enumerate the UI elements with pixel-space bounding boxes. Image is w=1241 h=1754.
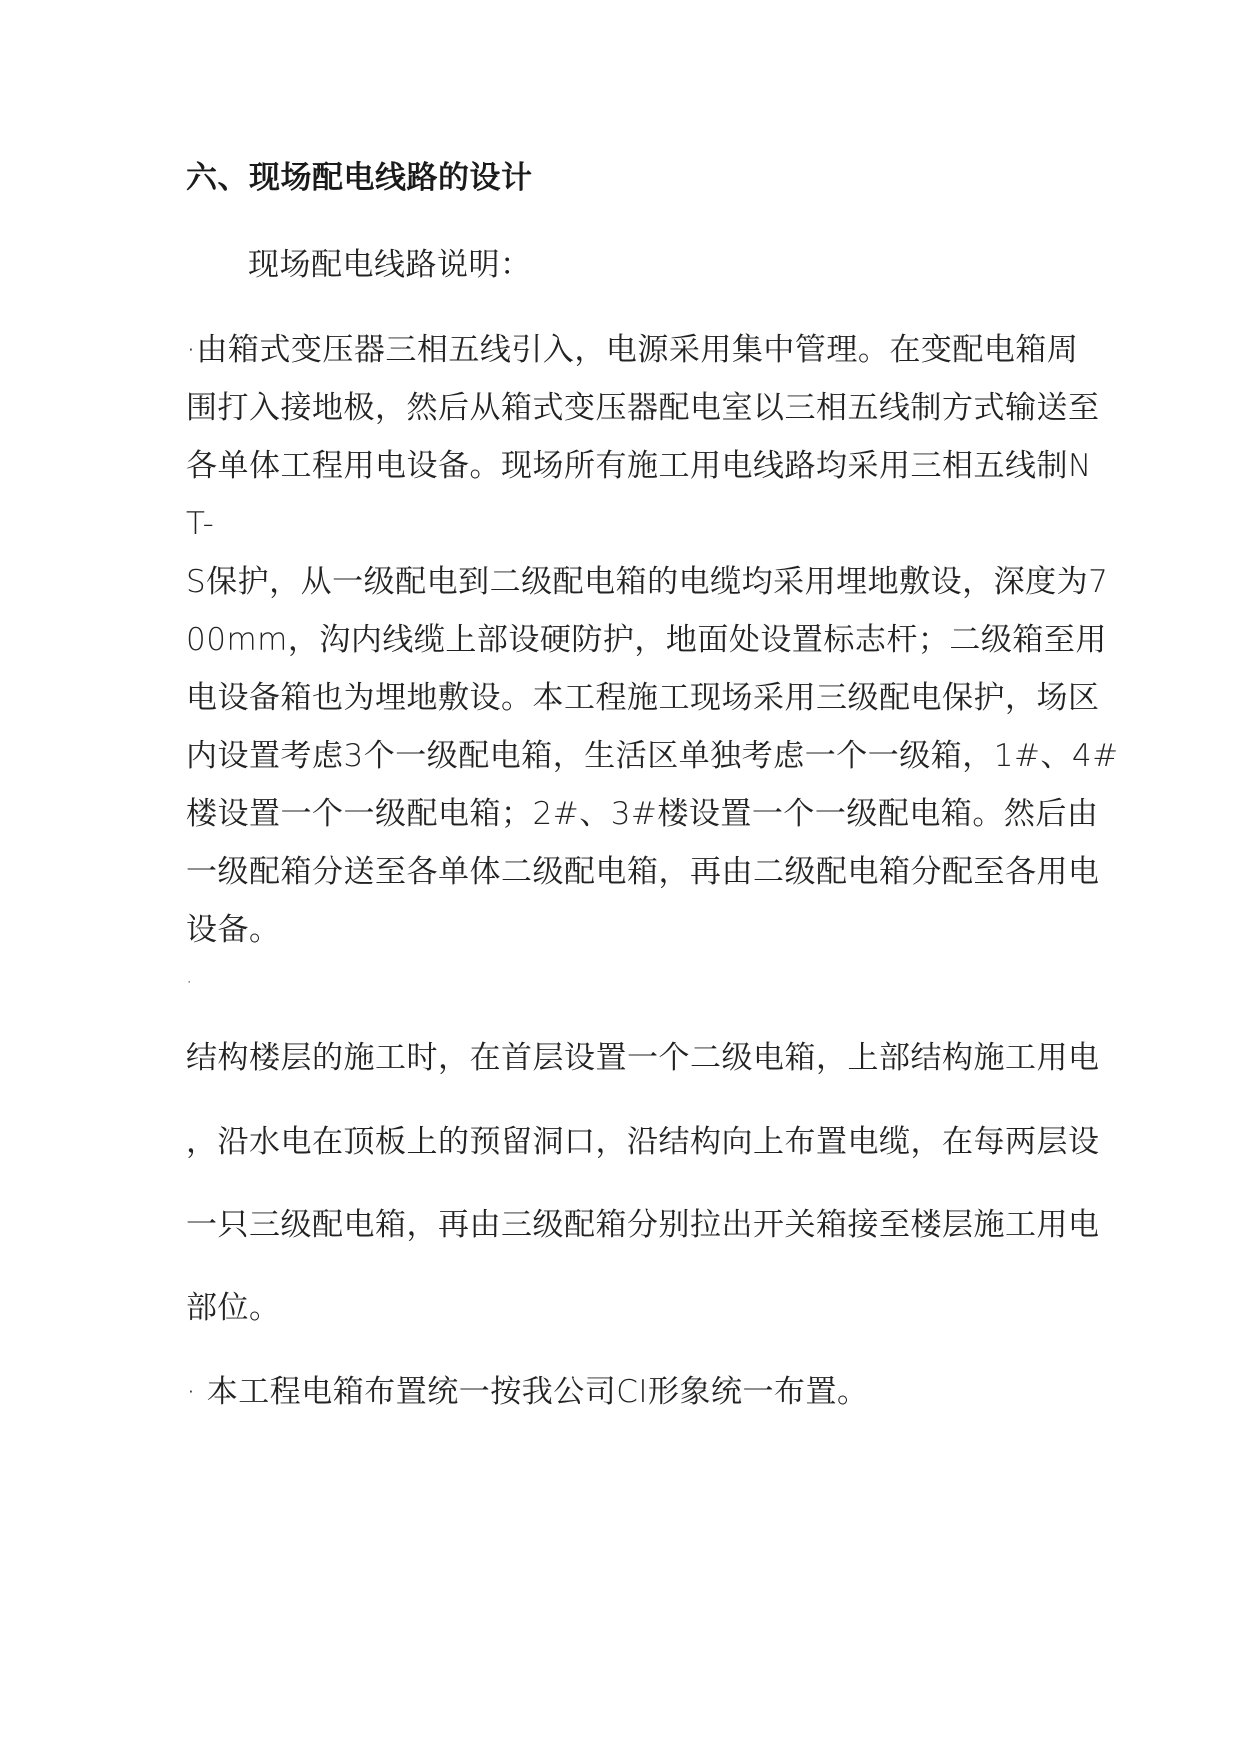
paragraph-1-line: 电设备箱也为埋地敷设。本工程施工现场采用三级配电保护，场区: [186, 680, 1100, 716]
paragraph-1-line: 设备。: [186, 912, 281, 948]
paragraph-2-line: 结构楼层的施工时，在首层设置一个二级电箱，上部结构施工用电: [186, 1040, 1100, 1076]
paragraph-1-line: S保护，从一级配电到二级配电箱的电缆均采用埋地敷设，深度为7: [186, 564, 1109, 600]
paragraph-2-line: 一只三级配电箱，再由三级配箱分别拉出开关箱接至楼层施工用电: [186, 1207, 1100, 1243]
paragraph-1-line: 一级配箱分送至各单体二级配电箱，再由二级配电箱分配至各用电: [186, 854, 1100, 890]
paragraph-1-line: 内设置考虑3个一级配电箱，生活区单独考虑一个一级箱，1#、4#: [186, 738, 1119, 774]
section-heading: 六、现场配电线路的设计: [186, 160, 533, 196]
paragraph-1-line: T-: [186, 506, 215, 542]
paragraph-2-line: ，沿水电在顶板上的预留洞口，沿结构向上布置电缆，在每两层设: [186, 1124, 1100, 1160]
paragraph-1-line: 各单体工程用电设备。现场所有施工用电线路均采用三相五线制N: [186, 448, 1092, 484]
paragraph-1-line: ·由箱式变压器三相五线引入，电源采用集中管理。在变配电箱周: [186, 332, 1079, 368]
paragraph-1-line: 00mm，沟内线缆上部设硬防护，地面处设置标志杆；二级箱至用: [186, 622, 1107, 658]
separator-dot: ·: [186, 970, 193, 994]
section-subheading: 现场配电线路说明：: [248, 247, 532, 283]
paragraph-3: · 本工程电箱布置统一按我公司CI形象统一布置。: [186, 1374, 869, 1410]
paragraph-2-line: 部位。: [186, 1290, 281, 1326]
paragraph-1-line: 围打入接地极，然后从箱式变压器配电室以三相五线制方式输送至: [186, 390, 1100, 426]
paragraph-1-line: 楼设置一个一级配电箱；2#、3#楼设置一个一级配电箱。然后由: [186, 796, 1099, 832]
